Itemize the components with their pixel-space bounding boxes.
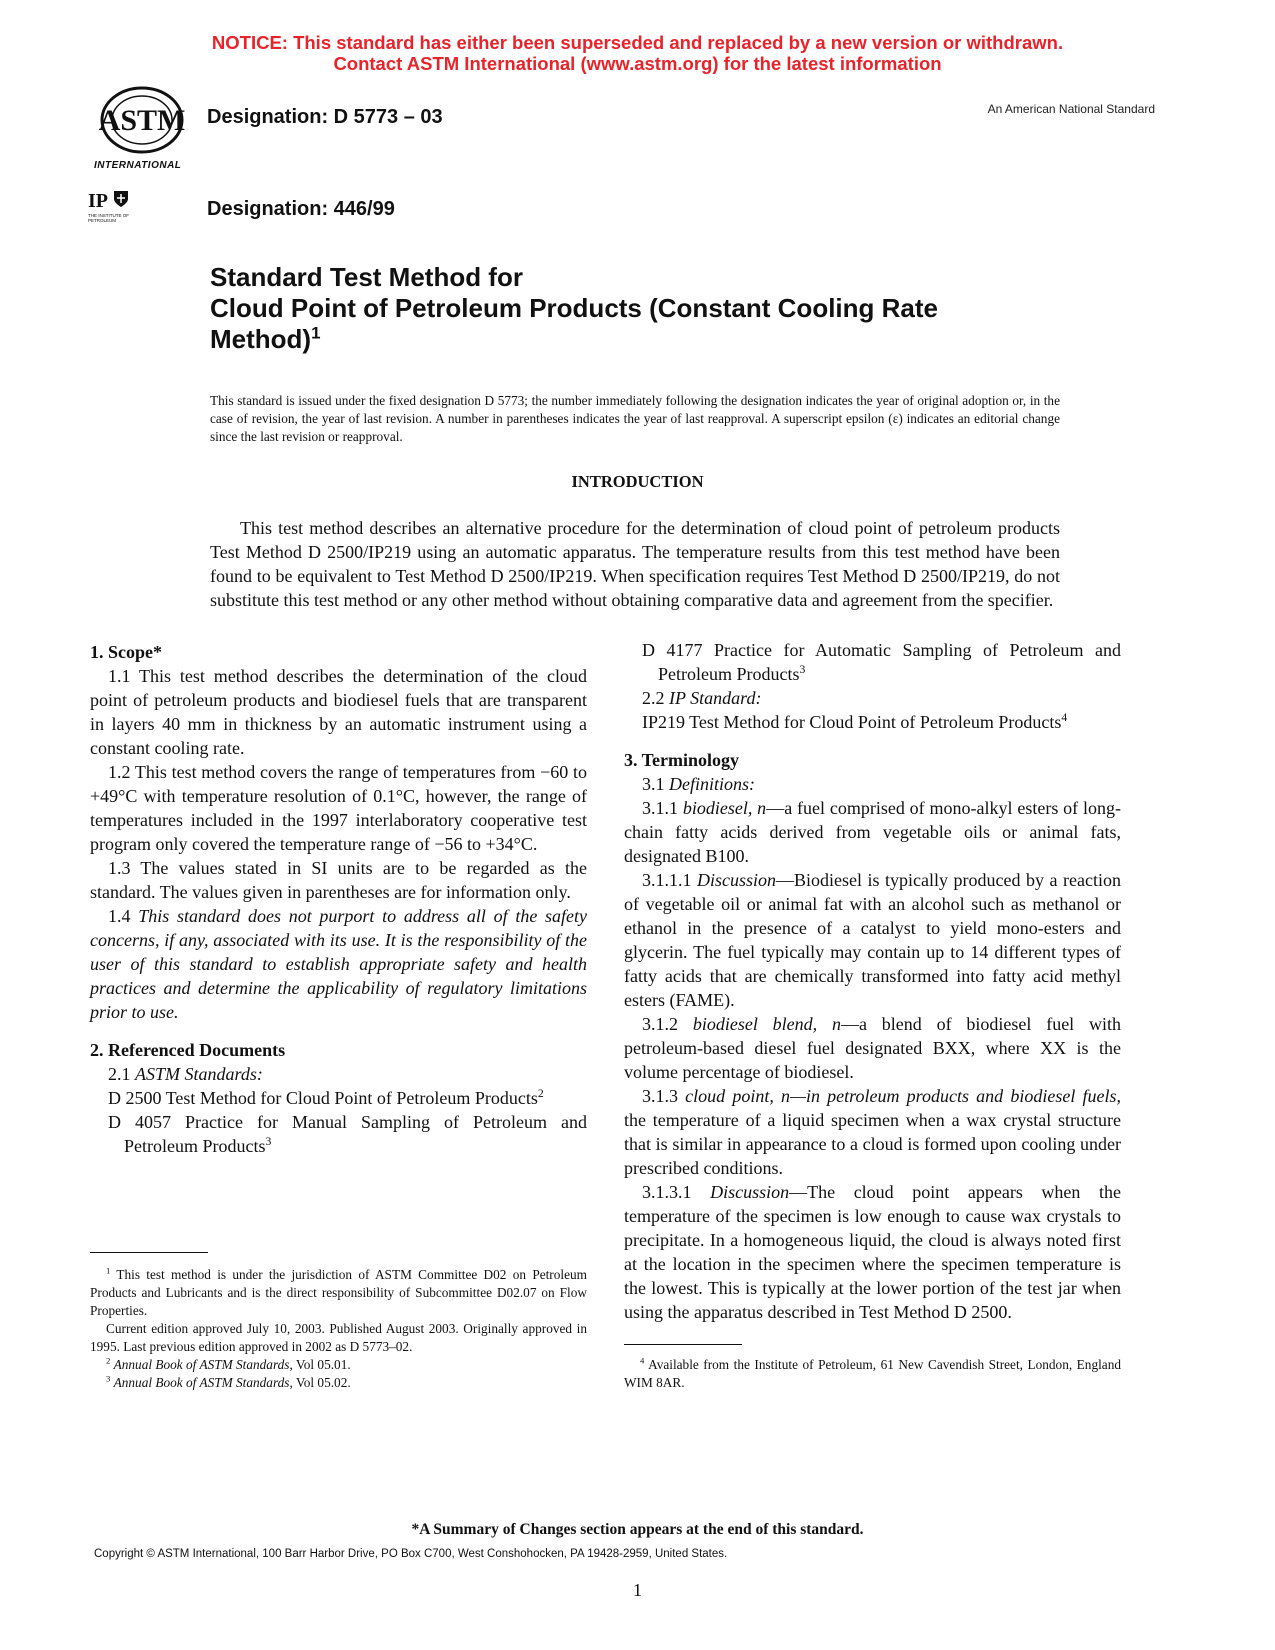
left-footnotes	[90, 1266, 587, 1392]
copyright: Copyright © ASTM International, 100 Barr Harbor Drive, PO Box C700, West Conshohocken, PA 19428-2959, United States.	[94, 1548, 728, 1560]
section-2-2: 2.2 IP Standard:	[642, 688, 762, 708]
section-3-1-3: 3.1.3 cloud point, n—in petroleum products and biodiesel fuels, the temperature of a liquid specimen when a wax crystal structure that is similar in appearance to a cloud is formed upon cooling under prescribed conditions.	[624, 1086, 1121, 1178]
left-column	[90, 640, 587, 1158]
ref-d2500: D 2500 Test Method for Cloud Point of Petroleum Products$^2$	[108, 1087, 544, 1108]
notice-line-1: NOTICE: This standard has either been superseded and replaced by a new version or withdrawn.	[211, 32, 1064, 53]
introduction-text: This test method describes an alternative procedure for the determination of cloud point of petroleum products Test Method D 2500/IP219 using an automatic apparatus. The temperature results from this test method have been found to be equivalent to Test Method D 2500/IP219. When specification requires Test Method D 2500/IP219, do not substitute this test method or any other method without obtaining comparative data and agreement from the specifier.	[210, 518, 1060, 610]
notice-line-2: Contact ASTM International (www.astm.org) for the latest information	[333, 53, 942, 74]
ip-logo	[88, 190, 148, 223]
section-1-1: 1.1 This test method describes the determination of the cloud point of petroleum products and biodiesel fuels that are transparent in layers 40 mm in thickness by an automatic instrument using a constant cooling rate.	[90, 666, 587, 758]
ip-logo-caption: THE INSTITUTE OF PETROLEUM	[88, 213, 129, 223]
title-line-1: Standard Test Method for	[210, 262, 523, 292]
footnote-divider-right	[624, 1344, 742, 1345]
designation-astm: Designation: D 5773 – 03	[207, 106, 443, 128]
scope-heading: 1. Scope*	[90, 642, 162, 662]
footnote-4: $^4$ Available from the Institute of Petroleum, 61 New Cavendish Street, London, England WIM 8AR.	[624, 1355, 1121, 1390]
right-column	[624, 638, 1121, 1324]
page-title	[210, 262, 1110, 355]
american-national-standard: An American National Standard	[987, 102, 1155, 116]
title-line-2: Cloud Point of Petroleum Products (Constant Cooling Rate	[210, 293, 938, 323]
section-1-3: 1.3 The values stated in SI units are to be regarded as the standard. The values given in parentheses are for information only.	[90, 858, 587, 902]
page-number: 1	[633, 1580, 642, 1600]
section-3-1-3-1: 3.1.3.1 Discussion—The cloud point appears when the temperature of the specimen is low enough to cause wax crystals to precipitate. In a homogeneous liquid, the cloud is always noted first at the location in the specimen where the specimen temperature is the lowest. This is typically at the lower portion of the test jar when using the apparatus described in Test Method D 2500.	[624, 1182, 1121, 1322]
referenced-documents-heading: 2. Referenced Documents	[90, 1040, 286, 1060]
shield-icon	[113, 190, 129, 208]
astm-logo	[94, 84, 194, 179]
footnote-ref[interactable]: 1	[311, 323, 321, 343]
ip-logo-letters: IP	[88, 190, 108, 212]
introduction-heading: INTRODUCTION	[571, 472, 704, 491]
section-1-4: 1.4 This standard does not purport to address all of the safety concerns, if any, associated with its use. It is the responsibility of the user of this standard to establish appropriate safety and health practices and determine the applicability of regulatory limitations prior to use.	[90, 906, 588, 1022]
summary-of-changes-note: *A Summary of Changes section appears at the end of this standard.	[411, 1521, 864, 1538]
section-1-2: 1.2 This test method covers the range of temperatures from −60 to +49°C with temperature resolution of 0.1°C, however, the range of temperatures included in the 1997 interlaboratory cooperative test program only covered the temperature range of −56 to +34°C.	[90, 762, 587, 854]
section-3-1-1: 3.1.1 biodiesel, n—a fuel comprised of mono-alkyl esters of long-chain fatty acids derived from vegetable oils or animal fats, designated B100.	[624, 798, 1121, 866]
section-3-1: 3.1 Definitions:	[642, 774, 755, 794]
designation-ip: Designation: 446/99	[207, 198, 395, 220]
footnote-1: $^1$ This test method is under the jurisdiction of ASTM Committee D02 on Petroleum Products and Lubricants and is the direct responsibility of Subcommittee D02.07 on Flow Properties.	[90, 1265, 587, 1318]
section-3-1-1-1: 3.1.1.1 Discussion—Biodiesel is typically produced by a reaction of vegetable oil or animal fat with an alcohol such as methanol or ethanol in the presence of a catalyst to yield mono-esters and glycerin. The fuel typically may contain up to 14 different types of fatty acids that are chemically transformed into fatty acid methyl esters (FAME).	[624, 870, 1122, 1010]
right-footnotes	[624, 1356, 1121, 1392]
title-line-3: Method)$^1$	[210, 323, 321, 354]
section-2-1: 2.1 ASTM Standards:	[108, 1064, 263, 1084]
astm-logo-letters: ASTM	[98, 104, 186, 137]
footnote-3: $^3$ Annual Book of ASTM Standards, Vol 05.02.	[106, 1373, 351, 1390]
astm-logo-caption: INTERNATIONAL	[94, 160, 182, 171]
ref-ip219: IP219 Test Method for Cloud Point of Petroleum Products$^4$	[642, 711, 1068, 732]
footnote-divider	[90, 1252, 208, 1253]
ref-d4057: D 4057 Practice for Manual Sampling of Petroleum and Petroleum Products$^3$	[108, 1112, 587, 1156]
footnote-2: $^2$ Annual Book of ASTM Standards, Vol 05.01.	[106, 1355, 351, 1372]
footnote-1b: Current edition approved July 10, 2003. Published August 2003. Originally approved in 1995. Last previous edition approved in 2002 as D 5773–02.	[90, 1321, 587, 1354]
ref-d4177: D 4177 Practice for Automatic Sampling of Petroleum and Petroleum Products$^3$	[642, 640, 1121, 684]
issue-note: This standard is issued under the fixed designation D 5773; the number immediately following the designation indicates the year of original adoption or, in the case of revision, the year of last revision. A number in parentheses indicates the year of last reapproval. A superscript epsilon (ε) indicates an editorial change since the last revision or reapproval.	[210, 393, 1060, 444]
superseded-notice	[0, 32, 1275, 74]
terminology-heading: 3. Terminology	[624, 750, 740, 770]
section-3-1-2: 3.1.2 biodiesel blend, n—a blend of biodiesel fuel with petroleum-based diesel fuel designated BXX, where XX is the volume percentage of biodiesel.	[624, 1014, 1121, 1082]
